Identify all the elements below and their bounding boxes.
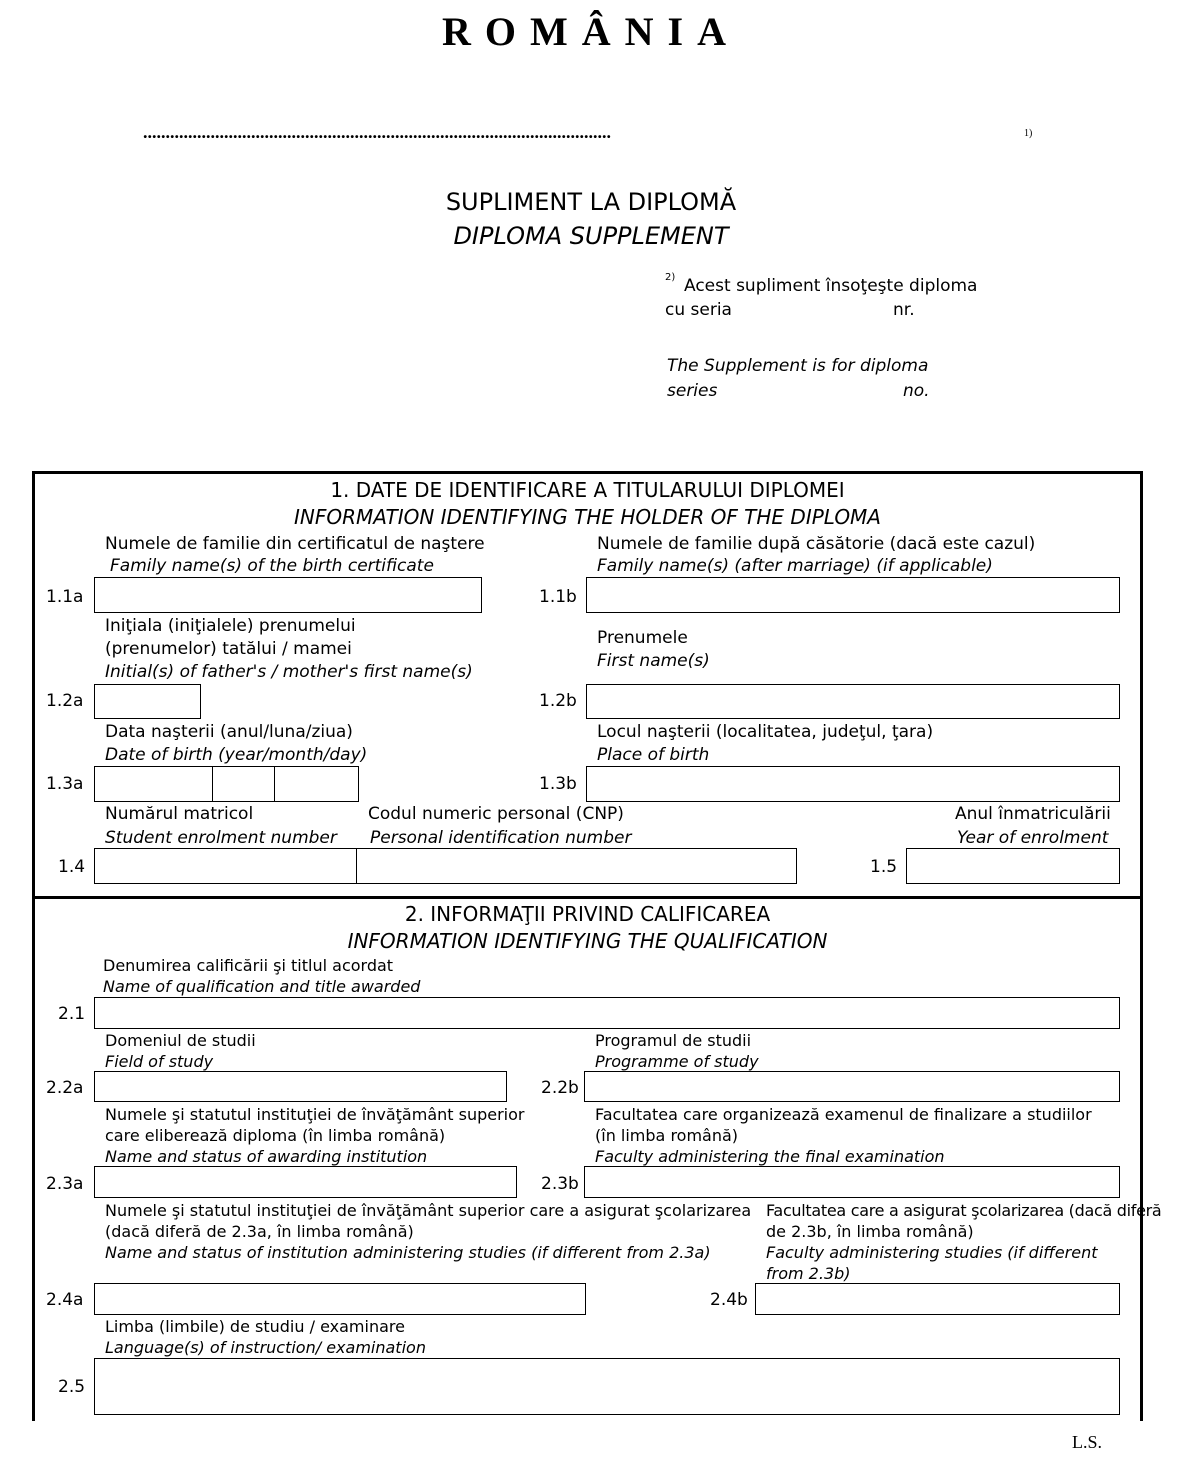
f11a-label-en: Family name(s) of the birth certificate <box>110 556 434 576</box>
f15-number: 1.5 <box>870 857 898 877</box>
field-of-study-field[interactable] <box>94 1071 507 1102</box>
language-of-instruction-field[interactable] <box>94 1358 1120 1415</box>
qualification-name-field[interactable] <box>94 997 1120 1029</box>
f21-label-ro: Denumirea calificării şi titlul acordat <box>103 956 394 975</box>
f22b-label-en: Programme of study <box>595 1052 759 1071</box>
f24b-label-ro-1: Facultatea care a asigurat şcolarizarea (dacă diferă <box>766 1201 1162 1220</box>
country-title: ROMÂNIA <box>442 9 740 54</box>
family-name-birth-field[interactable] <box>94 577 482 613</box>
f24b-label-en-1: Faculty administering studies (if different <box>766 1243 1098 1262</box>
cnp-label-en: Personal identification number <box>370 828 632 848</box>
f12b-label-ro: Prenumele <box>597 628 688 648</box>
section-divider <box>32 896 1143 899</box>
series-en-label: series <box>667 381 718 401</box>
no-ro-label: nr. <box>893 300 915 320</box>
f21-label-en: Name of qualification and title awarded <box>103 977 421 996</box>
f23a-label-ro-2: care eliberează diploma (în limba română) <box>105 1126 446 1145</box>
f24b-label-en-2: from 2.3b) <box>766 1264 851 1283</box>
f25-label-en: Language(s) of instruction/ examination <box>105 1338 426 1357</box>
cnp-label-ro: Codul numeric personal (CNP) <box>368 804 624 824</box>
cnp-field[interactable] <box>356 848 797 884</box>
birth-year-field[interactable] <box>94 766 214 802</box>
f12a-label-ro-1: Iniţiala (iniţialele) prenumelui <box>105 616 356 636</box>
awarding-institution-field[interactable] <box>94 1166 517 1198</box>
section2-title-en: INFORMATION IDENTIFYING THE QUALIFICATION <box>347 929 828 953</box>
f12b-label-en: First name(s) <box>597 651 710 671</box>
f25-label-ro: Limba (limbile) de studiu / examinare <box>105 1317 405 1336</box>
f23b-number: 2.3b <box>541 1174 579 1194</box>
f13a-number: 1.3a <box>46 774 84 794</box>
f24a-label-ro-1: Numele şi statutul instituţiei de învăţământ superior care a asigurat şcolarizarea <box>105 1201 752 1220</box>
series-ro-label: cu seria <box>665 300 732 320</box>
f13b-label-ro: Locul naşterii (localitatea, judeţul, ţara) <box>597 722 934 742</box>
f12a-label-en: Initial(s) of father's / mother's first name(s) <box>105 662 473 682</box>
place-of-birth-field[interactable] <box>586 766 1120 802</box>
f14-number: 1.4 <box>58 857 86 877</box>
f14-label-ro: Numărul matricol <box>105 804 254 824</box>
family-name-marriage-field[interactable] <box>586 577 1120 613</box>
f13a-label-en: Date of birth (year/month/day) <box>105 745 368 765</box>
f24a-label-ro-2: (dacă diferă de 2.3a, în limba română) <box>105 1222 414 1241</box>
f23a-label-ro-1: Numele şi statutul instituţiei de învăţământ superior <box>105 1105 525 1124</box>
f11b-number: 1.1b <box>539 587 577 607</box>
f23a-label-en: Name and status of awarding institution <box>105 1147 428 1166</box>
f23b-label-ro-2: (în limba română) <box>595 1126 739 1145</box>
f12a-number: 1.2a <box>46 691 84 711</box>
f22a-label-en: Field of study <box>105 1052 214 1071</box>
f11a-label-ro: Numele de familie din certificatul de naştere <box>105 534 485 554</box>
administering-institution-field[interactable] <box>94 1283 586 1315</box>
f11b-label-ro: Numele de familie după căsătorie (dacă este cazul) <box>597 534 1036 554</box>
f11a-number: 1.1a <box>46 587 84 607</box>
f15-label-en: Year of enrolment <box>957 828 1109 848</box>
issuer-dotted-line: ........................................................................................................ <box>143 122 611 142</box>
f13b-label-en: Place of birth <box>597 745 710 765</box>
no-en-label: no. <box>903 381 930 401</box>
f21-number: 2.1 <box>58 1004 86 1024</box>
f22b-label-ro: Programul de studii <box>595 1031 752 1050</box>
f25-number: 2.5 <box>58 1377 86 1397</box>
f24b-number: 2.4b <box>710 1290 748 1310</box>
year-of-enrolment-field[interactable] <box>906 848 1120 884</box>
parent-initials-field[interactable] <box>94 684 201 719</box>
final-exam-faculty-field[interactable] <box>584 1166 1120 1198</box>
f23b-label-ro-1: Facultatea care organizează examenul de finalizare a studiilor <box>595 1105 1092 1124</box>
f22a-number: 2.2a <box>46 1078 84 1098</box>
accompanies-en: The Supplement is for diploma <box>667 356 929 376</box>
f22b-number: 2.2b <box>541 1078 579 1098</box>
enrolment-number-field[interactable] <box>94 848 358 884</box>
footnote-2: 2) <box>665 272 676 283</box>
birth-day-field[interactable] <box>274 766 359 802</box>
f13a-label-ro: Data naşterii (anul/luna/ziua) <box>105 722 353 742</box>
f23a-number: 2.3a <box>46 1174 84 1194</box>
f13b-number: 1.3b <box>539 774 577 794</box>
birth-month-field[interactable] <box>212 766 276 802</box>
f24a-number: 2.4a <box>46 1290 84 1310</box>
f14-label-en: Student enrolment number <box>105 828 337 848</box>
f23b-label-en: Faculty administering the final examination <box>595 1147 945 1166</box>
administering-faculty-field[interactable] <box>755 1283 1120 1315</box>
seal-placeholder-ls: L.S. <box>1072 1432 1103 1452</box>
accompanies-ro: Acest supliment însoţeşte diploma <box>684 276 978 296</box>
first-name-field[interactable] <box>586 684 1120 719</box>
f11b-label-en: Family name(s) (after marriage) (if applicable) <box>597 556 993 576</box>
f24b-label-ro-2: de 2.3b, în limba română) <box>766 1222 974 1241</box>
section2-title-ro: 2. INFORMAŢII PRIVIND CALIFICAREA <box>404 902 771 926</box>
section1-title-en: INFORMATION IDENTIFYING THE HOLDER OF THE DIPLOMA <box>294 505 881 529</box>
f15-label-ro: Anul înmatriculării <box>955 804 1111 824</box>
f22a-label-ro: Domeniul de studii <box>105 1031 256 1050</box>
f12a-label-ro-2: (prenumelor) tatălui / mamei <box>105 639 352 659</box>
title-ro: SUPLIMENT LA DIPLOMĂ <box>445 188 737 216</box>
f12b-number: 1.2b <box>539 691 577 711</box>
title-en: DIPLOMA SUPPLEMENT <box>453 222 729 250</box>
programme-of-study-field[interactable] <box>584 1071 1120 1102</box>
f24a-label-en: Name and status of institution administering studies (if different from 2.3a) <box>105 1243 711 1262</box>
footnote-1: 1) <box>1024 128 1033 139</box>
section1-title-ro: 1. DATE DE IDENTIFICARE A TITULARULUI DIPLOMEI <box>330 478 845 502</box>
